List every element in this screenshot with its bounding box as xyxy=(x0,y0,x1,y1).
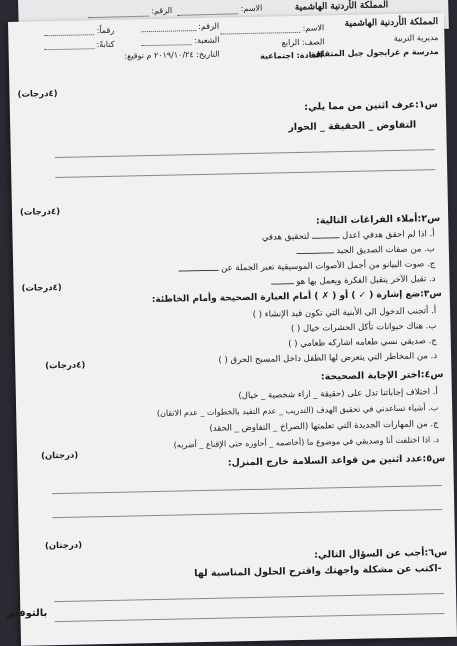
q4-item-c: ج. من المهارات الجديدة التي تعلمتها (الصراخ _ التفاوض _ الحقد) xyxy=(209,419,439,434)
q5-title: س٥:عدد اثنين من قواعد السلامة خارج المنزل: xyxy=(227,452,446,469)
q4-mark: (٤درجات) xyxy=(45,360,86,372)
name-field xyxy=(220,23,324,34)
number-label: الرقم: xyxy=(198,21,220,32)
name-label: الاسم: xyxy=(302,23,325,33)
q4-item-b: ب. أشياء تساعدني في تحقيق الهدف (التدريب _ عدم التقيد بالخطوات _ عدم الاتقان) xyxy=(156,403,439,418)
closing-text: بالتوفيق xyxy=(6,608,48,619)
number-line xyxy=(141,30,196,32)
q4-item-a: أ. اختلاف إجاباتنا تدل على (حقيقة _ اراء شخصية _ خيال) xyxy=(238,387,438,402)
digits-line xyxy=(44,34,94,36)
section-line xyxy=(142,44,192,46)
back-sheet-seal: المملكة الأردنية الهاشمية xyxy=(294,0,389,13)
back-sheet-name-label: الاسم: xyxy=(240,3,263,14)
section-label: الشعبة: xyxy=(194,35,220,46)
subject-label: المادة: اجتماعية xyxy=(260,50,323,61)
q6-mark: (درجتان) xyxy=(44,540,83,552)
q3-item-a: أ. أتجنب الدخول الى الأبنية التي تكون قيد الإنشاء ( ) xyxy=(252,306,437,320)
q2-item-d: د. تقبل الآخر يتقبل الفكرة ويعمل بها هو ـــــــــ xyxy=(271,274,436,288)
back-sheet-name-line xyxy=(178,13,238,16)
written-line xyxy=(44,48,94,50)
q3-mark: (٤درجات) xyxy=(21,282,62,294)
q5-answer-line-1[interactable] xyxy=(52,485,442,494)
q6-answer-line-1[interactable] xyxy=(54,593,444,602)
q2-item-b: ب. من صفات الصديق الجيد ـــــــــــــــ xyxy=(296,244,435,258)
q2-item-a: أ. اذا لم احقق هدفي اعدل ـــــــــــ لتحقيق هدفي xyxy=(261,229,435,243)
q3-item-d: د. من المخاطر التي يتعرض لها الطفل داخل المسبح الحرق ( ) xyxy=(218,351,438,366)
q6-answer-line-2[interactable] xyxy=(55,613,445,622)
school-seal: المملكة الأردنية الهاشمية xyxy=(344,16,439,29)
section-field xyxy=(142,36,220,47)
back-sheet-number-label: الرقم: xyxy=(151,5,173,16)
back-sheet-number-line xyxy=(88,16,148,19)
written-label: كتابةً: xyxy=(96,39,115,50)
q1-answer-line-2[interactable] xyxy=(55,169,435,178)
date-label: التاريخ: ٢٠١٩/١٠/٢٤ م توقيع: xyxy=(124,49,220,61)
q3-title: س٣:ضع إشارة ( ✓ ) أو ( ✗ ) أمام العبارة الصحيحة وأمام الخاطئة: xyxy=(151,288,442,306)
q5-mark: (درجتان) xyxy=(40,450,79,462)
q3-item-b: ب. هناك حيوانات تأكل الحشرات خيال ( ) xyxy=(290,321,437,335)
q6-prompt: -اكتب عن مشكلة واجهتك واقترح الحلول المناسبة لها xyxy=(194,563,442,580)
q4-title: س٤:اختر الإجابة الصحيحة: xyxy=(320,368,444,383)
q4-item-d: د. اذا اختلفت أنا وصديقي في موضوع ما (أخاصمه _ أحاوره حتى الإقناع _ أضربه) xyxy=(173,435,439,450)
q1-mark: (٤درجات) xyxy=(17,88,58,100)
number-field xyxy=(141,22,220,33)
q2-title: س٢:أملاء الفراغات التالية: xyxy=(315,212,441,227)
digits-label: رقماً: xyxy=(96,25,115,36)
name-line xyxy=(220,32,300,35)
q2-mark: (٤درجات) xyxy=(19,206,61,218)
exam-paper xyxy=(8,13,457,646)
q6-title: س٦:أجب عن السؤال التالي: xyxy=(314,546,448,561)
q1-title: س١:عرف اثنين من مما يلي: xyxy=(304,99,438,113)
grade-label: الصف: الرابع xyxy=(281,37,325,48)
written-field xyxy=(44,40,115,50)
q1-answer-line-1[interactable] xyxy=(55,149,435,158)
digits-field xyxy=(44,26,114,36)
directorate-label: مديرية التربية xyxy=(393,32,439,43)
q5-answer-line-2[interactable] xyxy=(52,509,442,518)
q1-terms: التفاوض _ الحقيقة _ الحوار xyxy=(288,119,417,134)
school-name: مدرسة م غرابجول جبل المتقلقة xyxy=(310,46,439,59)
q2-item-c: ج. صوت البيانو من أجمل الأصوات الموسيقية تعبر الجملة عن ــــــــــــــــ xyxy=(178,259,436,275)
q3-item-c: ج. صديقي نسي طعامه اشاركه طعامي ( ) xyxy=(288,336,437,350)
